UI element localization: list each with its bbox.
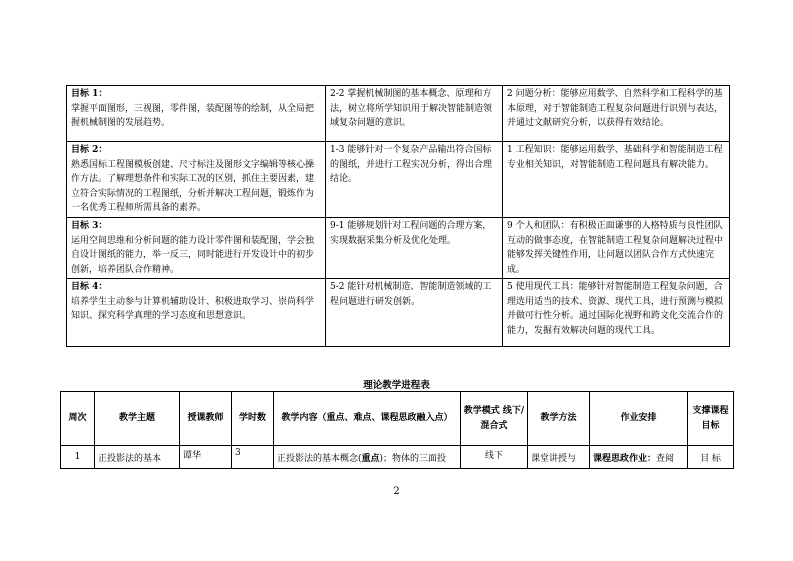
graduate-requirement-cell: 5 使用现代工具：能够针对智能制造工程复杂问题，合理选用适当的技术、资源、现代工具，进行预测与模拟并做可行性分析。通过国际化视野和跨文化交流合作的能力，发掘有效解决问题的现代工具。 [503, 279, 730, 347]
table-row [67, 142, 730, 218]
teaching-schedule-table [60, 391, 734, 469]
objective-cell [67, 86, 326, 142]
objective-text: 运用空间思维和分析问题的能力设计零件图和装配图，学会独自设计图纸的能力，举一反三，同时能进行开发设计中的初步创新，培养团队合作精神。 [71, 235, 315, 275]
cell-method: 课堂讲授与 [528, 446, 590, 469]
schedule-title: 理论教学进程表 [363, 380, 430, 391]
page-number: 2 [393, 486, 400, 497]
homework-text: 查阅 [656, 453, 675, 464]
header-teacher: 授课教师 [180, 392, 232, 446]
objective-text: 熟悉国标工程图模板创建、尺寸标注及图形文字编辑等核心操作方法。了解理想条件和实际工况的区别，抓住主要因素，建立符合实际情况的工程图纸，分析并解决工程问题，锻炼作为一名优秀工程师所需具备的素养。 [71, 159, 315, 214]
objective-label: 目标 2： [71, 145, 108, 155]
cell-goal: 目 标 [688, 446, 734, 469]
header-homework: 作业安排 [590, 392, 688, 446]
cell-teacher: 谭华 [180, 446, 232, 469]
table-row [67, 218, 730, 279]
header-topic: 教学主题 [95, 392, 180, 446]
cell-mode: 线下 [461, 446, 528, 469]
cell-hours: 3 [232, 446, 274, 469]
indicator-cell: 1-3 能够针对一个复杂产品输出符合国标的图纸，并进行工程实况分析，得出合理结论。 [326, 142, 503, 218]
objective-label: 目标 3： [71, 221, 108, 231]
objective-text: 培养学生主动参与计算机辅助设计、积极进取学习、崇尚科学知识、探究科学真理的学习态度和思想意识。 [71, 296, 315, 322]
content-emphasis: 重点 [361, 453, 380, 464]
graduate-requirement-cell: 2 问题分析：能够应用数学、自然科学和工程科学的基本原理，对于智能制造工程复杂问题进行识别与表达，并通过文献研究分析，以获得有效结论。 [503, 86, 730, 142]
objective-cell [67, 218, 326, 279]
header-mode: 教学模式 线下/混合式 [461, 392, 528, 446]
cell-week: 1 [61, 446, 95, 469]
cell-content [274, 446, 461, 469]
content-text-post: )；物体的三面投 [379, 453, 447, 464]
indicator-cell: 5-2 能针对机械制造、智能制造领域的工程问题进行研发创新。 [326, 279, 503, 347]
objective-label: 目标 1： [71, 89, 108, 99]
objective-label: 目标 4： [71, 282, 108, 292]
header-hours: 学时数 [232, 392, 274, 446]
table-row [67, 279, 730, 347]
graduate-requirement-cell: 9 个人和团队：有积极正面谦事的人格特质与良性团队互动的做事态度，在智能制造工程复杂问题解决过程中能够发挥关键性作用，让问题以团队合作方式快速完成。 [503, 218, 730, 279]
table-row [61, 446, 734, 469]
schedule-header-row [61, 392, 734, 446]
header-content: 教学内容（重点、难点、课程思政融入点） [274, 392, 461, 446]
header-method: 教学方法 [528, 392, 590, 446]
homework-label: 课程思政作业： [593, 453, 657, 464]
header-goal: 支撑课程目标 [688, 392, 734, 446]
indicator-cell: 2-2 掌握机械制图的基本概念、原理和方法，树立将所学知识用于解决智能制造领域复杂问题的意识。 [326, 86, 503, 142]
objective-cell [67, 142, 326, 218]
content-text-pre: 正投影法的基本概念( [277, 453, 362, 464]
course-objectives-table [66, 85, 730, 347]
indicator-cell: 9-1 能够规划针对工程问题的合理方案，实现数据采集分析及优化处理。 [326, 218, 503, 279]
objective-cell [67, 279, 326, 347]
cell-homework [590, 446, 688, 469]
graduate-requirement-cell: 1 工程知识：能够运用数学、基础科学和智能制造工程专业相关知识，对智能制造工程问题具有解决能力。 [503, 142, 730, 218]
header-week: 周次 [61, 392, 95, 446]
table-row [67, 86, 730, 142]
cell-topic: 正投影法的基本 [95, 446, 180, 469]
objective-text: 掌握平面图形，三视图，零件图，装配图等的绘制，从全局把握机械制图的发展趋势。 [71, 103, 315, 129]
